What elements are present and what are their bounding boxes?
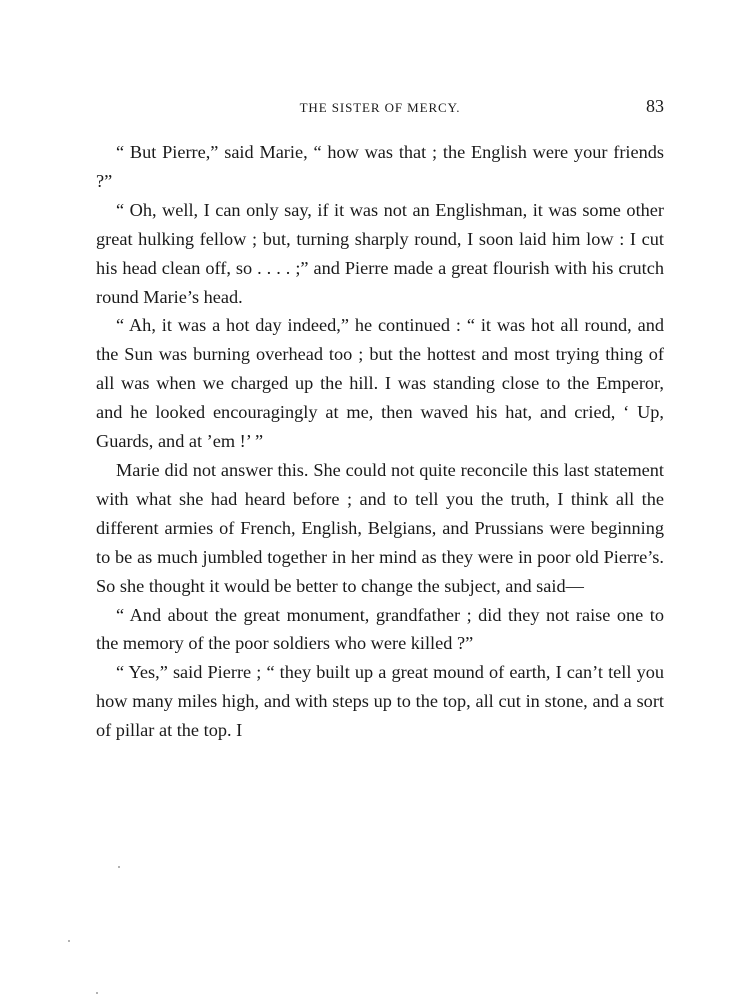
body-text bbox=[96, 138, 664, 745]
paragraph: Marie did not answer this. She could not quite reconcile this last statement with what she had heard before ; and to tell you the truth, I think all the different armies of French, English, Belgians, and Prussians were beginning to be as much jumbled together in her mind as they were in poor old Pierre’s. So she thought it would be better to change the subject, and said— bbox=[96, 459, 664, 596]
paper-speck bbox=[118, 866, 120, 868]
running-title: THE SISTER OF MERCY. bbox=[299, 100, 461, 115]
paragraph: “ But Pierre,” said Marie, “ how was that ; the English were your friends ?” bbox=[96, 142, 664, 191]
page-number: 83 bbox=[646, 96, 664, 116]
paragraph: “ Yes,” said Pierre ; “ they built up a great mound of earth, I can’t tell you how many miles high, and with steps up to the top, all cut in stone, and a sort of pillar at the top. I bbox=[96, 662, 664, 741]
paragraph: “ Ah, it was a hot day indeed,” he continued : “ it was hot all round, and the Sun was burning overhead too ; but the hottest and most trying thing of all was when we charged up the hill. I was standing close to the Emperor, and he looked encouragingly at me, then waved his hat, and cried, ‘ Up, Guards, and at ’em !’ ” bbox=[96, 315, 664, 452]
paragraph: “ Oh, well, I can only say, if it was not an Englishman, it was some other great hulking fellow ; but, turning sharply round, I soon laid him low : I cut his head clean off, so . . . . ;” and Pierre made a great flourish with his crutch round Marie’s head. bbox=[96, 199, 664, 307]
paragraph: “ And about the great monument, grandfather ; did they not raise one to the memory of the poor soldiers who were killed ?” bbox=[96, 604, 664, 654]
paper-speck bbox=[96, 992, 98, 994]
running-head bbox=[96, 96, 664, 120]
paper-speck bbox=[68, 940, 70, 942]
